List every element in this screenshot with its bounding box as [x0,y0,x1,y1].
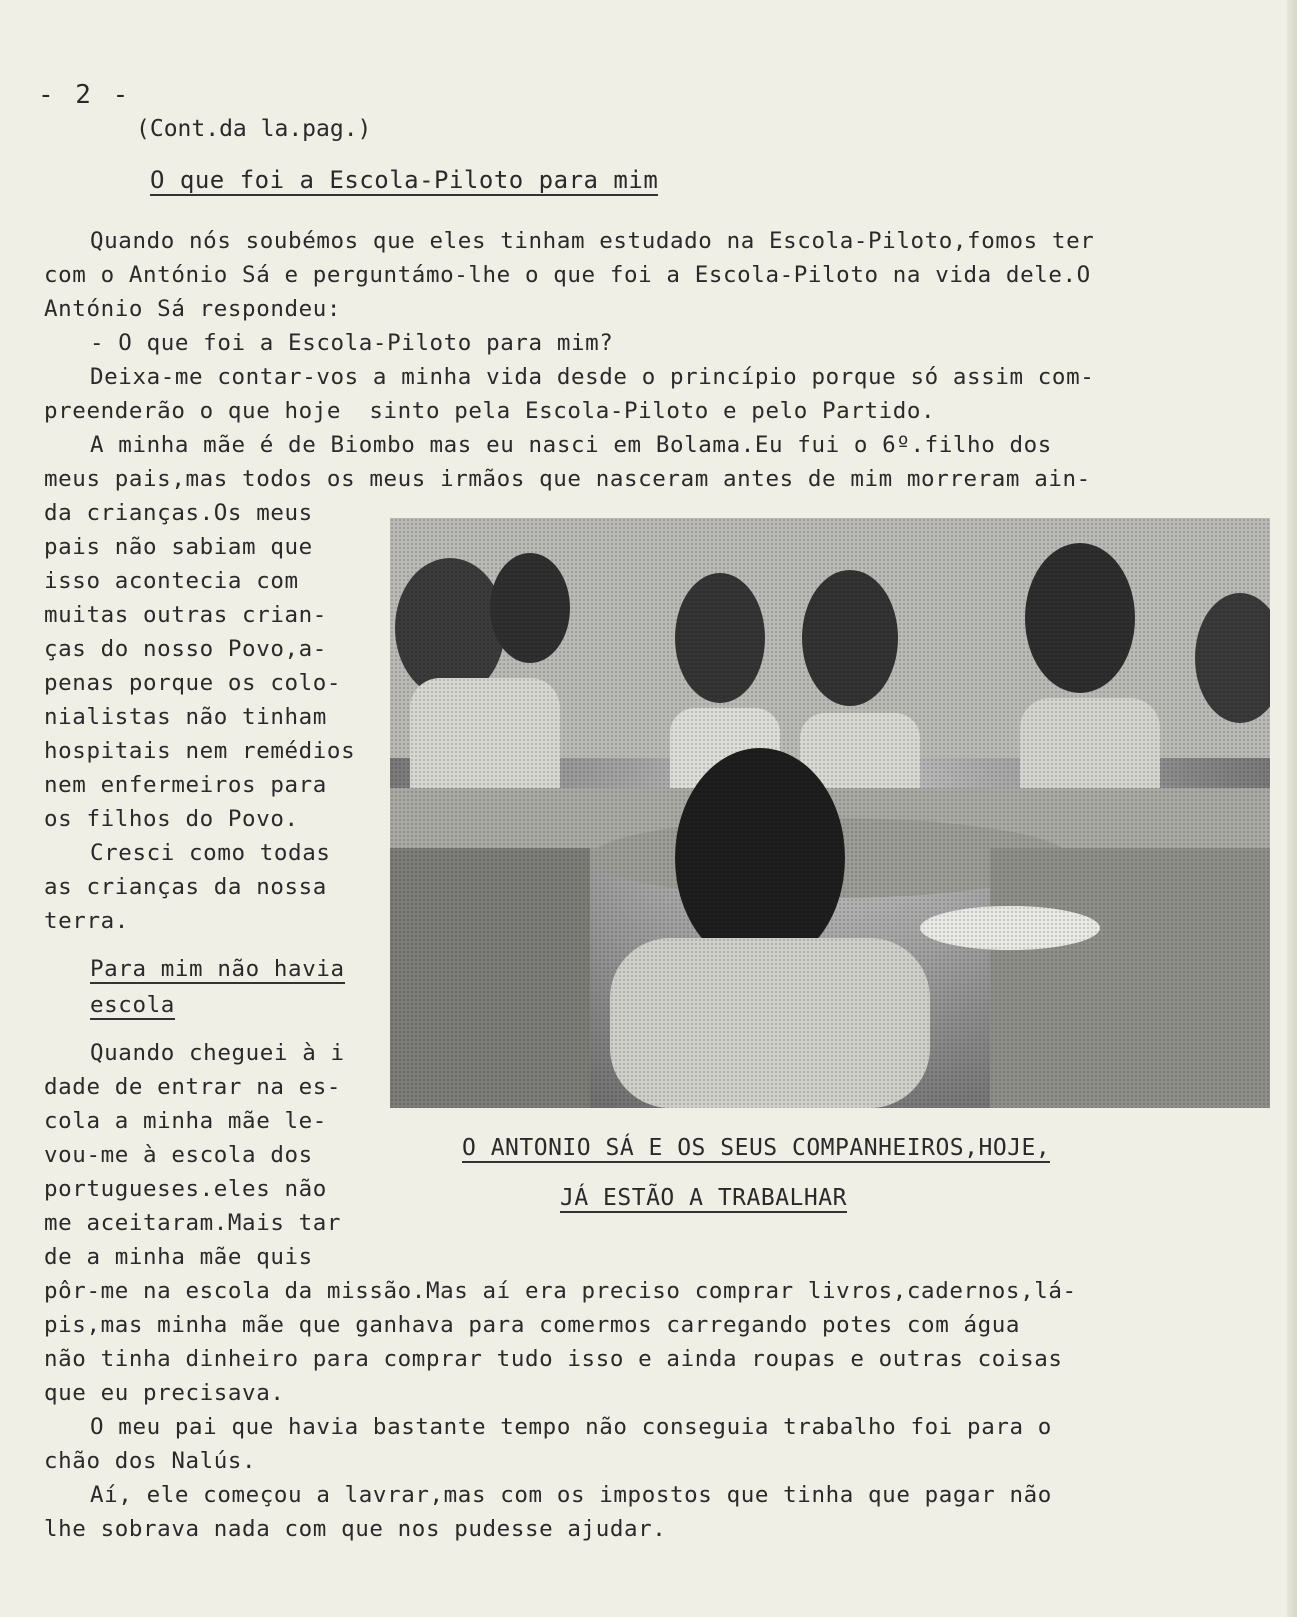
text-line: vou-me à escola dos [44,1142,313,1168]
photo-students-working [390,518,1270,1108]
text-line: Cresci como todas [90,840,331,866]
text-line: pis,mas minha mãe que ganhava para comermos carregando potes com água [44,1312,1021,1338]
text-line: não tinha dinheiro para comprar tudo isso e ainda roupas e outras coisas [44,1346,1063,1372]
text-line: chão dos Nalús. [44,1448,257,1474]
text-line: António Sá respondeu: [44,296,342,322]
caption-text: JÁ ESTÃO A TRABALHAR [560,1185,847,1211]
text-line: pôr-me na escola da missão.Mas aí era preciso comprar livros,cadernos,lá- [44,1278,1077,1304]
text-line: de a minha mãe quis [44,1244,313,1270]
text-line: da crianças.Os meus [44,500,313,526]
text-line: terra. [44,908,129,934]
text-line: preenderão o que hoje sinto pela Escola-Piloto e pelo Partido. [44,398,936,424]
text-line: meus pais,mas todos os meus irmãos que nasceram antes de mim morreram ain- [44,466,1091,492]
page-number: - 2 - [38,80,132,110]
text-line: ças do nosso Povo,a- [44,636,327,662]
text-line: dade de entrar na es- [44,1074,342,1100]
text-line: O meu pai que havia bastante tempo não conseguia trabalho foi para o [90,1414,1052,1440]
continuation-note: (Cont.da la.pag.) [136,116,372,142]
text-line: isso acontecia com [44,568,299,594]
text-line: A minha mãe é de Biombo mas eu nasci em Bolama.Eu fui o 6º.filho dos [90,432,1052,458]
text-line: Aí, ele começou a lavrar,mas com os impostos que tinha que pagar não [90,1482,1052,1508]
text-line: Deixa-me contar-vos a minha vida desde o princípio porque só assim com- [90,364,1095,390]
subheading-text: Para mim não havia [90,956,345,982]
text-line: lhe sobrava nada com que nos pudesse ajudar. [44,1516,667,1542]
photo-caption-line [560,1185,847,1211]
dialogue-line: - O que foi a Escola-Piloto para mim? [90,330,614,356]
text-line: penas porque os colo- [44,670,342,696]
text-line: cola a minha mãe le- [44,1108,327,1134]
paper-edge [1287,0,1297,1617]
article-heading: O que foi a Escola-Piloto para mim [150,166,659,194]
caption-text: O ANTONIO SÁ E OS SEUS COMPANHEIROS,HOJE, [462,1135,1051,1161]
photo-image [390,518,1270,1108]
text-line: nem enfermeiros para [44,772,327,798]
text-line: nialistas não tinham [44,704,327,730]
subheading-line [90,956,345,982]
photo-caption-line [462,1135,1050,1161]
text-line: portugueses.eles não [44,1176,327,1202]
text-line: Quando cheguei à i [90,1040,345,1066]
subheading-line [90,992,175,1018]
text-line: Quando nós soubémos que eles tinham estudado na Escola-Piloto,fomos ter [90,228,1095,254]
text-line: me aceitaram.Mais tar [44,1210,342,1236]
text-line: pais não sabiam que [44,534,313,560]
text-line: os filhos do Povo. [44,806,299,832]
text-line: muitas outras crian- [44,602,327,628]
text-line: com o António Sá e perguntámo-lhe o que foi a Escola-Piloto na vida dele.O [44,262,1091,288]
text-line: hospitais nem remédios [44,738,356,764]
subheading-text: escola [90,992,175,1018]
text-line: as crianças da nossa [44,874,327,900]
text-line: que eu precisava. [44,1380,285,1406]
